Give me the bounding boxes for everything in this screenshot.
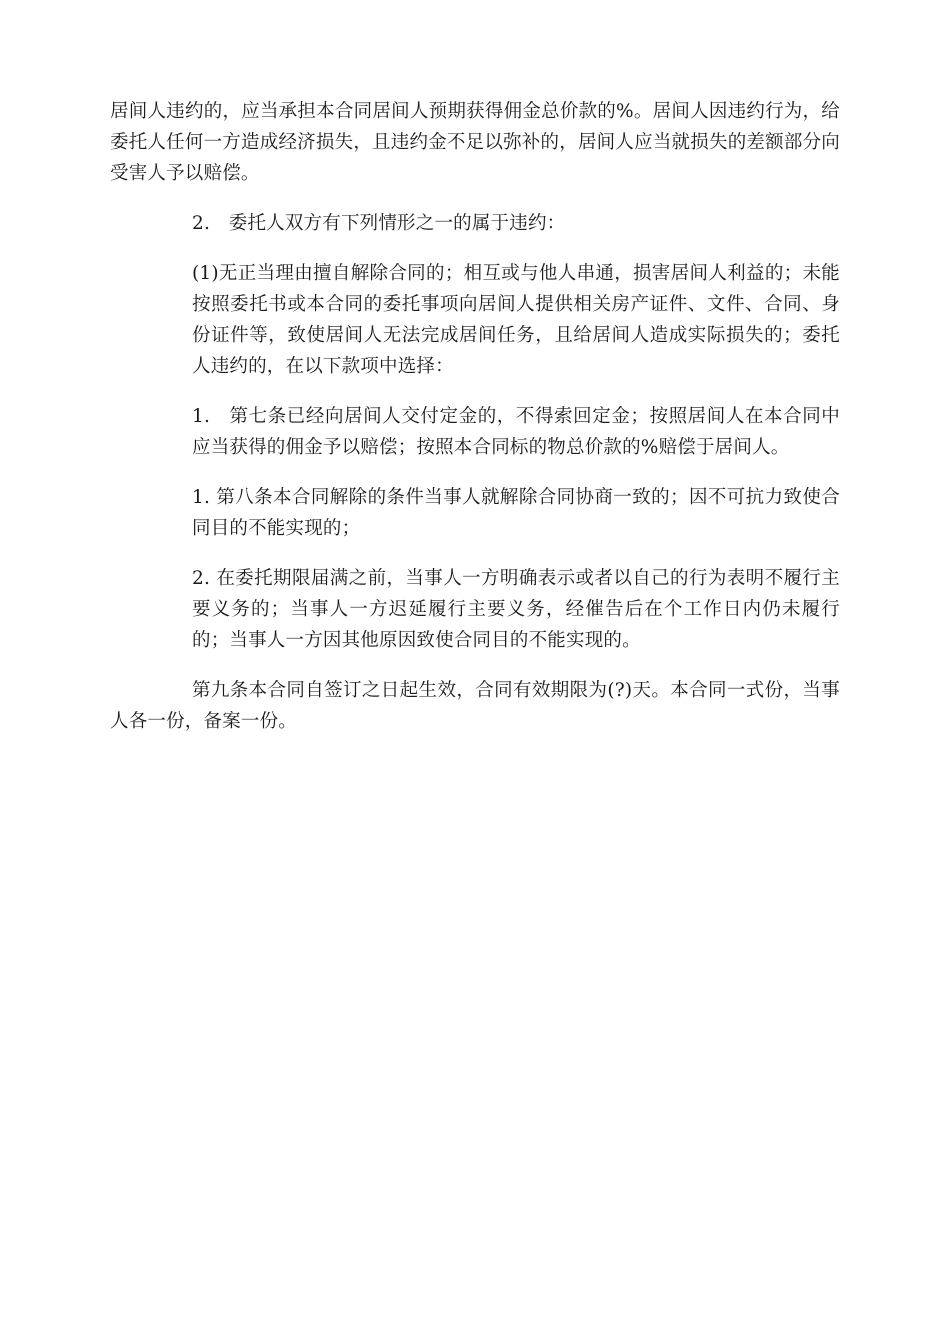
paragraph-article-nine: 第九条本合同自签订之日起生效，合同有效期限为(?)天。本合同一式份，当事人各一份，备案一份。 (110, 680, 840, 732)
paragraph-client-breach-conditions: (1)无正当理由擅自解除合同的；相互或与他人串通，损害居间人利益的；未能按照委托书或本合同的委托事项向居间人提供相关房产证件、文件、合同、身份证件等，致使居间人无法完成居间任务，且给居间人造成实际损失的；委托人违约的，在以下款项中选择： (192, 263, 840, 377)
paragraph-article-eight-item-two: 2. 在委托期限届满之前，当事人一方明确表示或者以自己的行为表明不履行主要义务的；当事人一方迟延履行主要义务，经催告后在个工作日内仍未履行的；当事人一方因其他原因致使合同目的不能实现的。 (192, 568, 840, 651)
paragraph-article-eight: 1. 第八条本合同解除的条件当事人就解除合同协商一致的；因不可抗力致使合同目的不能实现的； (192, 487, 840, 539)
paragraph-article-seven: 1. 第七条已经向居间人交付定金的，不得索回定金；按照居间人在本合同中应当获得的佣金予以赔偿；按照本合同标的物总价款的%赔偿于居间人。 (192, 406, 840, 458)
document-page (110, 96, 840, 756)
paragraph-client-breach-heading: 2. 委托人双方有下列情形之一的属于违约： (192, 213, 566, 234)
paragraph-breach-by-agent: 居间人违约的，应当承担本合同居间人预期获得佣金总价款的%。居间人因违约行为，给委托人任何一方造成经济损失，且违约金不足以弥补的，居间人应当就损失的差额部分向受害人予以赔偿。 (110, 101, 840, 184)
